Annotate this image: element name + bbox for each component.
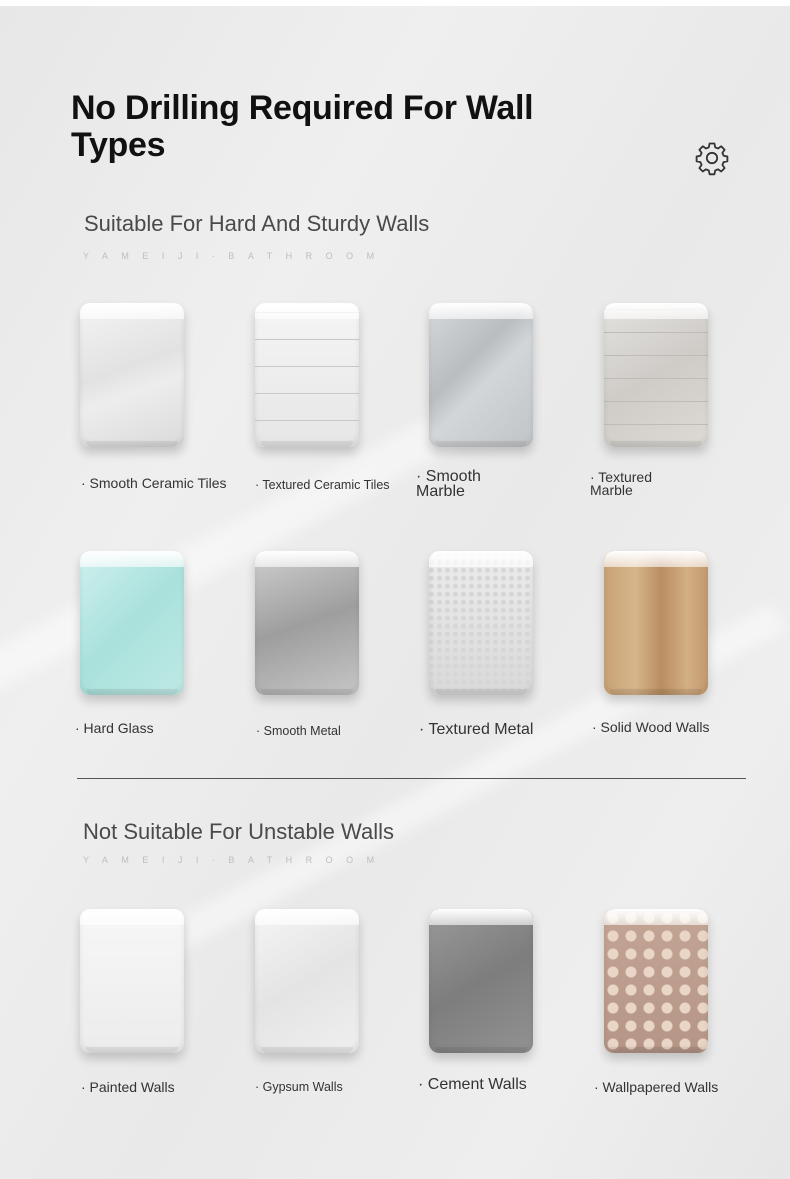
wallpaper-wall-swatch [604,909,708,1053]
wall-type-label: · Wallpapered Walls [594,1079,719,1095]
wall-type-card [429,303,535,447]
wall-type-card [604,909,710,1053]
textured-marble-swatch [604,303,708,447]
brand-watermark: YAMEIJI·BATHROOM [83,251,388,261]
wall-type-card [429,551,535,695]
wall-type-card [80,551,186,695]
smooth-metal-swatch [255,551,359,695]
gypsum-wall-swatch [255,909,359,1053]
page-title: No Drilling Required For Wall Types [71,89,534,164]
wall-type-card [255,551,361,695]
wall-type-label: · Hard Glass [75,720,154,736]
smooth-marble-swatch [429,303,533,447]
wall-type-label: · Solid Wood Walls [592,719,710,735]
hard-glass-swatch [80,551,184,695]
smooth-ceramic-tile-swatch [80,303,184,447]
wall-type-label: · Gypsum Walls [255,1080,343,1094]
wall-type-label: · Painted Walls [81,1079,175,1095]
textured-metal-swatch [429,551,533,695]
wall-type-card [604,551,710,695]
wall-type-label: · Textured Ceramic Tiles [255,478,390,492]
wall-type-label: · Smooth Marble [416,468,481,500]
solid-wood-swatch [604,551,708,695]
wall-type-card [80,303,186,447]
page-background [0,6,790,1179]
wall-type-card [255,909,361,1053]
wall-type-label: · Smooth Metal [256,724,341,738]
wall-type-card [255,303,361,447]
wall-type-label: · Smooth Ceramic Tiles [81,475,227,491]
wall-type-label: · Textured Marble [590,469,652,498]
brand-watermark: YAMEIJI·BATHROOM [83,855,388,865]
wall-type-card [80,909,186,1053]
wall-type-label: · Cement Walls [418,1076,527,1093]
painted-wall-swatch [80,909,184,1053]
not-suitable-section-title: Not Suitable For Unstable Walls [83,819,394,844]
wall-type-label: · Textured Metal [419,721,534,738]
wall-type-card [604,303,710,447]
gear-icon[interactable] [694,140,730,176]
suitable-section-title: Suitable For Hard And Sturdy Walls [84,211,430,236]
wall-type-card [429,909,535,1053]
section-divider [77,778,746,779]
cement-wall-swatch [429,909,533,1053]
textured-ceramic-tile-swatch [255,303,359,447]
